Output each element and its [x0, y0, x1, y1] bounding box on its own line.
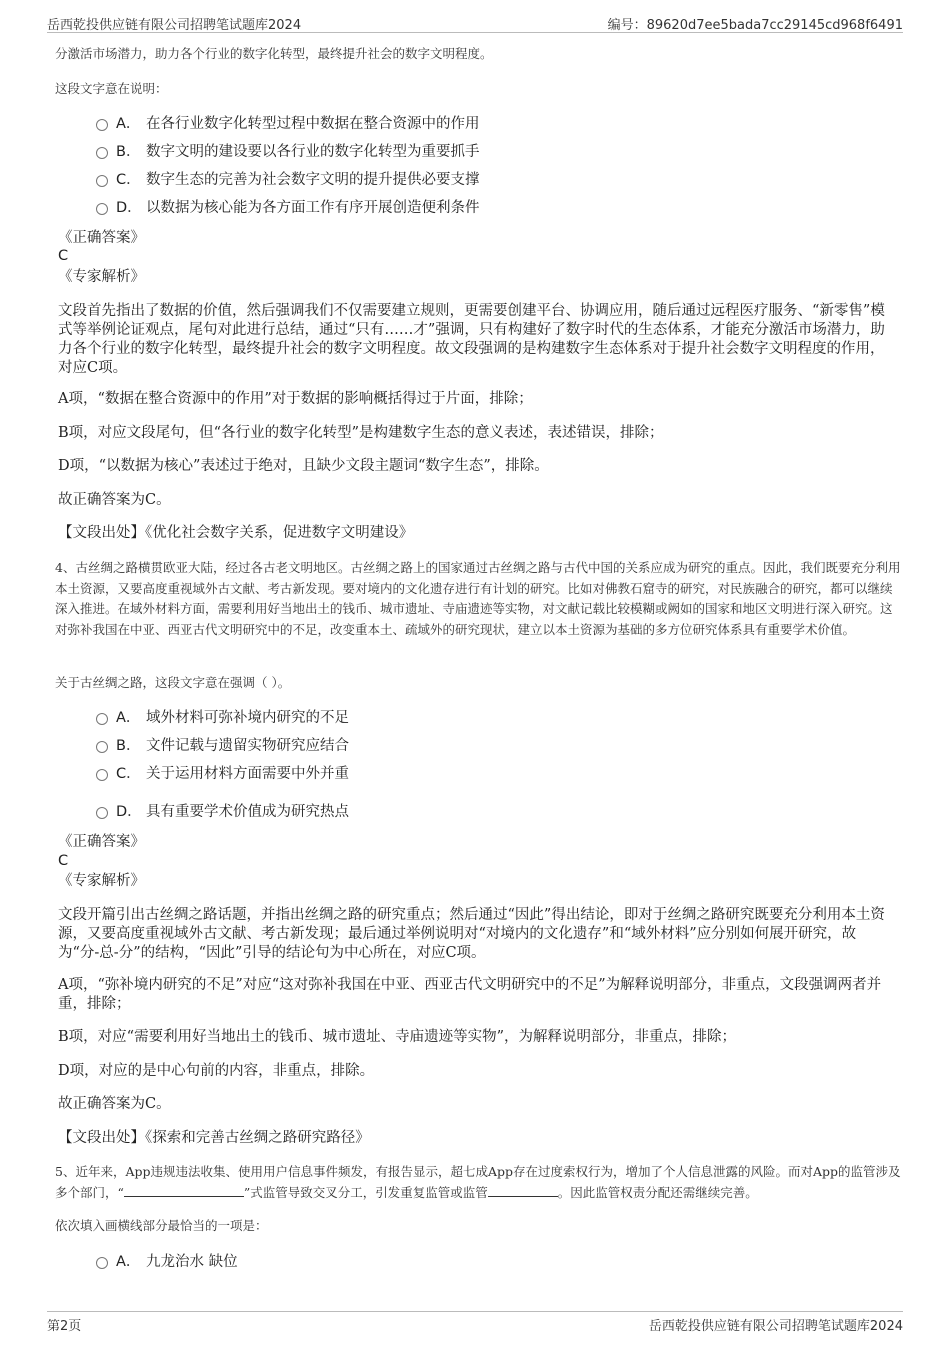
page-footer: [47, 1311, 903, 1334]
radio-icon[interactable]: [96, 713, 108, 725]
q4-answer: C: [58, 853, 69, 869]
q3-prompt: 这段文字意在说明：: [55, 81, 168, 96]
q3-analysis-label: 《专家解析》: [58, 269, 145, 285]
q5-option-a[interactable]: A． 九龙治水 缺位: [96, 1252, 238, 1272]
q4-analysis-d: D项，对应的是中心句前的内容，非重点，排除。: [58, 1063, 375, 1079]
q4-analysis-main: 文段开篇引出古丝绸之路话题，并指出丝绸之路的研究重点；然后通过“因此”得出结论，即对于丝绸之路研究既要充分利用本土资源，又要高度重视域外古文献、考古新发现；最后通过举例说明对“对境内的文化遗存”和“域外材料”应分别如何展开研究，故为“分-总-分”的结构，“因此”引导的结论句为中心所在，对应C项。: [58, 907, 885, 961]
q3-analysis-d: D项，“以数据为核心”表述过于绝对，且缺少文段主题词“数字生态”，排除。: [58, 458, 549, 474]
radio-icon[interactable]: [96, 769, 108, 781]
page-number: 第2页: [47, 1319, 82, 1334]
q4-source: 【文段出处】《探索和完善古丝绸之路研究路径》: [58, 1130, 370, 1146]
q3-option-d[interactable]: D． 以数据为核心能为各方面工作有序开展创造便利条件: [96, 198, 480, 218]
radio-icon[interactable]: [96, 807, 108, 819]
q4-analysis-b: B项，对应“需要利用好当地出土的钱币、城市遗址、寺庙遗迹等实物”，为解释说明部分，非重点，排除；: [58, 1029, 736, 1045]
radio-icon[interactable]: [96, 1257, 108, 1269]
page-header: [47, 12, 903, 33]
footer-title: 岳西乾投供应链有限公司招聘笔试题库2024: [648, 1319, 903, 1334]
q5-stem: 5、近年来，App违规违法收集、使用用户信息事件频发，有报告显示，超七成App存在过度索权行为，增加了个人信息泄露的风险。而对App的监管涉及多个部门，“ ”式监管导致交叉分工，引发重复监管或监管 。因此监管权责分配还需继续完善。: [55, 1164, 901, 1200]
q3-answer-label: 《正确答案》: [58, 230, 145, 246]
q3-conclusion: 故正确答案为C。: [58, 492, 171, 508]
q4-stem: 4、古丝绸之路横贯欧亚大陆，经过各古老文明地区。古丝绸之路上的国家通过古丝绸之路与古代中国的关系应成为研究的重点。因此，我们既要充分利用本土资源，又要高度重视域外古文献、考古新发现。要对境内的文化遗存进行有计划的研究。比如对佛教石窟寺的研究，对民族融合的研究，都可以继续深入推进。在域外材料方面，需要利用好当地出土的钱币、城市遗址、寺庙遗迹等实物，对文献记载比较模糊或阙如的国家和地区文明进行深入研究。这对弥补我国在中亚、西亚古代文明研究中的不足，改变重本土、疏域外的研究现状，建立以本土资源为基础的多方位研究体系具有重要学术价值。: [55, 560, 901, 637]
q4-answer-label: 《正确答案》: [58, 834, 145, 850]
q4-option-c[interactable]: C． 关于运用材料方面需要中外并重: [96, 764, 349, 784]
q5-prompt: 依次填入画横线部分最恰当的一项是：: [55, 1218, 268, 1233]
q4-option-b[interactable]: B． 文件记载与遗留实物研究应结合: [96, 736, 349, 756]
q4-prompt: 关于古丝绸之路，这段文字意在强调（ ）。: [55, 675, 291, 690]
q4-analysis-a: A项，“弥补境内研究的不足”对应“这对弥补我国在中亚、西亚古代文明研究中的不足”为解释说明部分，非重点，文段强调两者并重，排除；: [58, 977, 882, 1012]
q3-stem-tail: 分激活市场潜力，助力各个行业的数字化转型，最终提升社会的数字文明程度。: [55, 46, 493, 61]
radio-icon[interactable]: [96, 203, 108, 215]
radio-icon[interactable]: [96, 119, 108, 131]
radio-icon[interactable]: [96, 741, 108, 753]
q3-analysis-b: B项，对应文段尾句，但“各行业的数字化转型”是构建数字生态的意义表述，表述错误，排除；: [58, 425, 664, 441]
q3-source: 【文段出处】《优化社会数字关系，促进数字文明建设》: [58, 525, 414, 541]
q4-option-a[interactable]: A． 域外材料可弥补境内研究的不足: [96, 708, 349, 728]
q4-option-d[interactable]: D． 具有重要学术价值成为研究热点: [96, 802, 349, 822]
q3-answer: C: [58, 248, 69, 264]
q3-option-c[interactable]: C． 数字生态的完善为社会数字文明的提升提供必要支撑: [96, 170, 480, 190]
radio-icon[interactable]: [96, 147, 108, 159]
header-doc-id: 编号：89620d7ee5bada7cc29145cd968f6491: [607, 18, 903, 33]
q4-analysis-label: 《专家解析》: [58, 873, 145, 889]
q3-analysis-main: 文段首先指出了数据的价值，然后强调我们不仅需要建立规则，更需要创建平台、协调应用，随后通过远程医疗服务、“新零售”模式等举例论证观点，尾句对此进行总结，通过“只有……才”强调，只有构建好了数字时代的生态体系，才能充分激活市场潜力，助力各个行业的数字化转型，最终提升社会的数字文明程度。故文段强调的是构建数字生态体系对于提升社会数字文明程度的作用，对应C项。: [58, 303, 885, 376]
q3-analysis-a: A项，“数据在整合资源中的作用”对于数据的影响概括得过于片面，排除；: [58, 391, 533, 407]
fill-blank-2[interactable]: [488, 1184, 558, 1197]
radio-icon[interactable]: [96, 175, 108, 187]
q3-option-b[interactable]: B． 数字文明的建设要以各行业的数字化转型为重要抓手: [96, 142, 480, 162]
q3-option-a[interactable]: A． 在各行业数字化转型过程中数据在整合资源中的作用: [96, 114, 480, 134]
q4-conclusion: 故正确答案为C。: [58, 1096, 171, 1112]
fill-blank-1[interactable]: [124, 1184, 244, 1197]
header-title: 岳西乾投供应链有限公司招聘笔试题库2024: [47, 18, 302, 33]
